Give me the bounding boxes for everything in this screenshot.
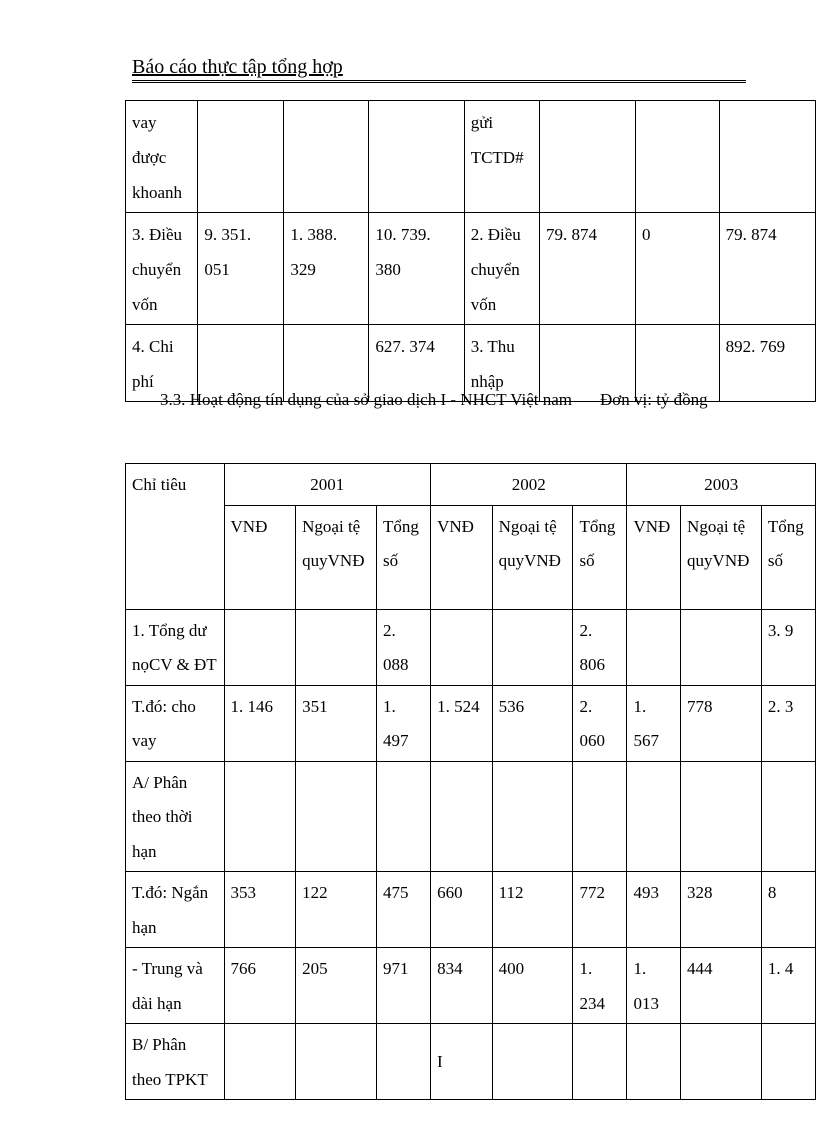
table-cell: 400 <box>492 948 573 1024</box>
table-cell: 772 <box>573 872 627 948</box>
table-cell <box>224 609 296 685</box>
table-cell: vay được khoanh <box>126 101 198 213</box>
table-cell: 0 <box>636 213 720 325</box>
table-row <box>126 761 816 872</box>
table-caption <box>132 382 752 417</box>
table-cell <box>681 1024 762 1100</box>
year-header: 2001 <box>224 464 431 506</box>
table-cell <box>636 101 720 213</box>
table-cell <box>573 1024 627 1100</box>
credit-activity-table <box>125 463 816 1100</box>
table-row <box>126 948 816 1024</box>
table-cell <box>761 1024 815 1100</box>
table-cell <box>224 761 296 872</box>
table-cell: 205 <box>296 948 377 1024</box>
table-cell <box>377 1024 431 1100</box>
table-cell: 1. 524 <box>431 685 493 761</box>
table-row <box>126 505 816 609</box>
table-cell <box>431 761 493 872</box>
table-cell: 444 <box>681 948 762 1024</box>
subheader-cell: VNĐ <box>627 505 681 609</box>
table-cell: 627. 374 <box>369 325 464 402</box>
table-cell: 660 <box>431 872 493 948</box>
table-row <box>126 1024 816 1100</box>
header-label-cell: Chỉ tiêu <box>126 464 225 610</box>
table-cell: 834 <box>431 948 493 1024</box>
subheader-cell: Ngoại tệ quyVNĐ <box>296 505 377 609</box>
table-cell: 4. Chi phí <box>126 325 198 402</box>
table-cell <box>296 609 377 685</box>
caption-unit: Đơn vị: tỷ đồng <box>599 390 708 409</box>
table-row <box>126 609 816 685</box>
table-cell: 778 <box>681 685 762 761</box>
year-header: 2003 <box>627 464 816 506</box>
table-cell: 1. 388. 329 <box>284 213 369 325</box>
table-cell: 1. 146 <box>224 685 296 761</box>
table-cell <box>369 101 464 213</box>
table-cell: 536 <box>492 685 573 761</box>
table-cell: 971 <box>377 948 431 1024</box>
table-cell <box>377 761 431 872</box>
table-cell: 10. 739. 380 <box>369 213 464 325</box>
capital-table <box>125 100 816 402</box>
subheader-cell: Ngoại tệ quyVNĐ <box>492 505 573 609</box>
table-cell: gửi TCTD# <box>464 101 539 213</box>
table-cell: 1. Tổng dư nọCV & ĐT <box>126 609 225 685</box>
table-cell <box>719 101 815 213</box>
table-cell: 3. 9 <box>761 609 815 685</box>
table-cell: 79. 874 <box>719 213 815 325</box>
table-row <box>126 685 816 761</box>
table-cell <box>681 609 762 685</box>
table-cell: 9. 351. 051 <box>198 213 284 325</box>
table-cell: 328 <box>681 872 762 948</box>
table-cell: 2. 088 <box>377 609 431 685</box>
table-cell: 112 <box>492 872 573 948</box>
table-cell <box>198 101 284 213</box>
table-cell: 892. 769 <box>719 325 815 402</box>
table-cell: - Trung và dài hạn <box>126 948 225 1024</box>
subheader-cell: Ngoại tệ quyVNĐ <box>681 505 762 609</box>
table-cell: B/ Phân theo TPKT <box>126 1024 225 1100</box>
table-cell: 2. 060 <box>573 685 627 761</box>
year-header: 2002 <box>431 464 627 506</box>
table-cell: 2. 3 <box>761 685 815 761</box>
table-cell <box>296 761 377 872</box>
table-cell: 1. 234 <box>573 948 627 1024</box>
table-cell: 475 <box>377 872 431 948</box>
subheader-cell: Tổng số <box>377 505 431 609</box>
table-cell: T.đó: cho vay <box>126 685 225 761</box>
table-cell: 3. Điều chuyển vốn <box>126 213 198 325</box>
table-cell: T.đó: Ngắn hạn <box>126 872 225 948</box>
page-header <box>132 56 746 83</box>
table-cell <box>573 761 627 872</box>
table-cell: 1. 013 <box>627 948 681 1024</box>
table-cell <box>284 101 369 213</box>
table-cell: 8 <box>761 872 815 948</box>
table-cell <box>296 1024 377 1100</box>
header-title: Báo cáo thực tập tổng hợp <box>132 56 343 78</box>
table-cell <box>492 761 573 872</box>
page-number: I <box>437 1052 443 1071</box>
table-cell <box>492 1024 573 1100</box>
subheader-cell: Tổng số <box>761 505 815 609</box>
caption-text: 3.3. Hoạt động tín dụng của sở giao dịch I - NHCT Việt nam <box>160 390 572 409</box>
table-cell <box>681 761 762 872</box>
subheader-cell: Tổng số <box>573 505 627 609</box>
table-cell: 1. 567 <box>627 685 681 761</box>
table-cell: 3. Thu nhập <box>464 325 539 402</box>
subheader-cell: VNĐ <box>431 505 493 609</box>
table-cell: 2. Điều chuyển vốn <box>464 213 539 325</box>
table-cell <box>627 761 681 872</box>
table-cell: 493 <box>627 872 681 948</box>
table-cell: 1. 497 <box>377 685 431 761</box>
table-row <box>126 101 816 213</box>
table-cell <box>627 609 681 685</box>
table-cell: 1. 4 <box>761 948 815 1024</box>
table-cell <box>431 609 493 685</box>
table-row <box>126 464 816 506</box>
table-cell: 122 <box>296 872 377 948</box>
table-cell: 766 <box>224 948 296 1024</box>
subheader-cell: VNĐ <box>224 505 296 609</box>
table-cell <box>492 609 573 685</box>
table-row <box>126 213 816 325</box>
table-cell: A/ Phân theo thời hạn <box>126 761 225 872</box>
table-cell: 353 <box>224 872 296 948</box>
table-cell <box>627 1024 681 1100</box>
table-cell: 79. 874 <box>540 213 636 325</box>
table-row <box>126 872 816 948</box>
table-cell: 2. 806 <box>573 609 627 685</box>
table-cell <box>224 1024 296 1100</box>
table-cell <box>761 761 815 872</box>
table-cell <box>540 101 636 213</box>
table-cell: 351 <box>296 685 377 761</box>
